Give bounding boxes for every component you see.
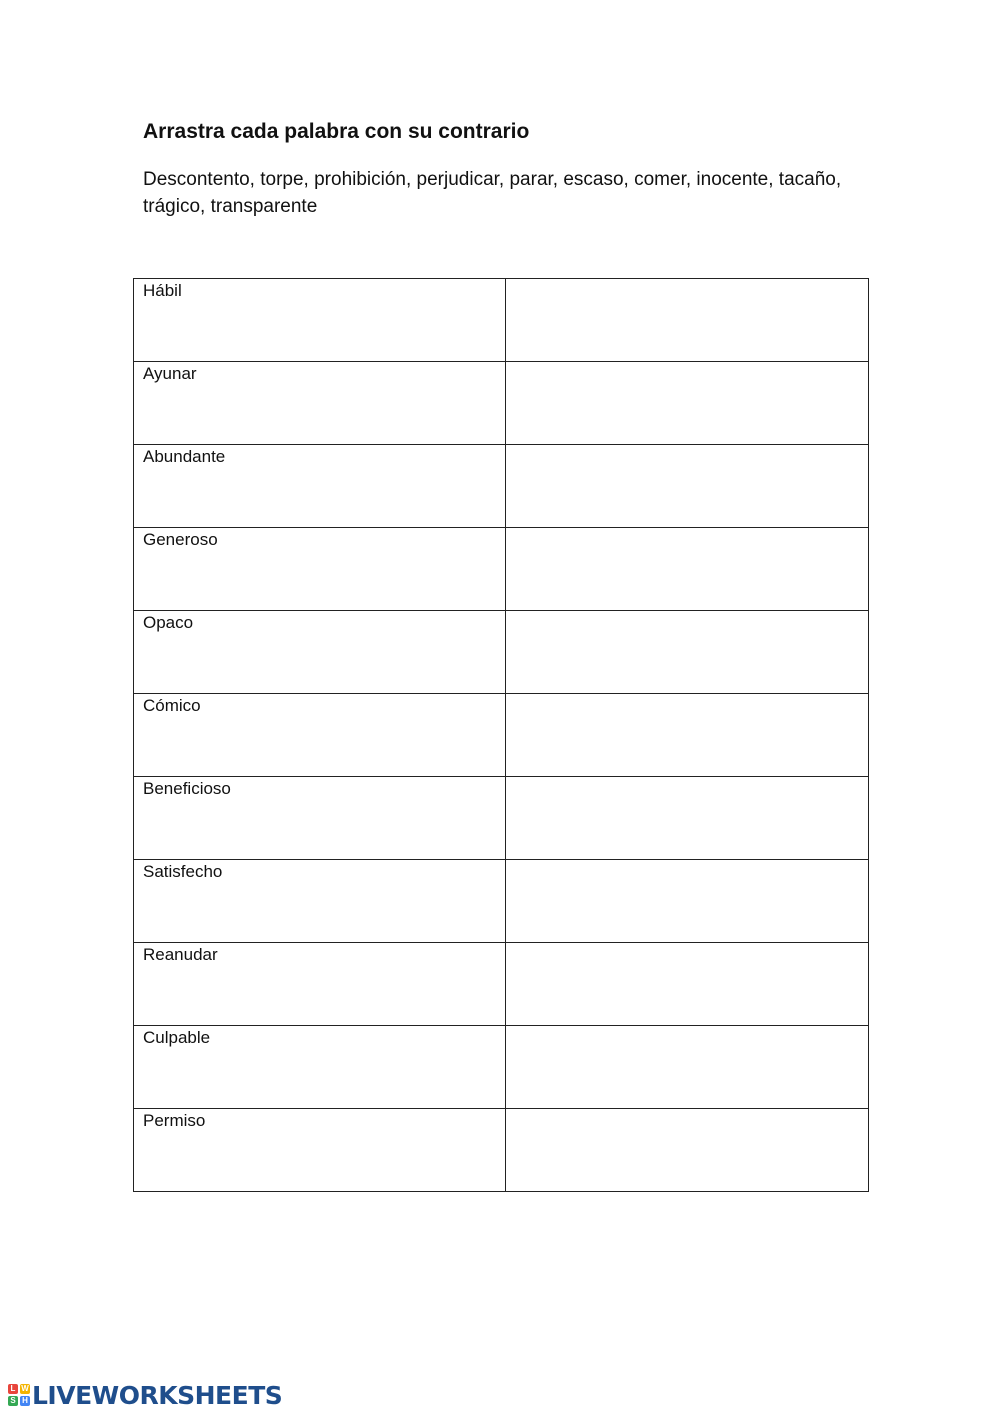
word-label: Permiso (143, 1111, 206, 1130)
answer-drop-cell[interactable] (506, 362, 869, 445)
word-label: Beneficioso (143, 779, 231, 798)
table-row (134, 279, 869, 362)
answer-drop-cell[interactable] (506, 777, 869, 860)
table-row (134, 362, 869, 445)
table-row (134, 1026, 869, 1109)
answer-drop-cell[interactable] (506, 1109, 869, 1192)
word-bank: Descontento, torpe, prohibición, perjudicar, parar, escaso, comer, inocente, tacaño, trágico, transparente (143, 169, 842, 217)
table-row (134, 694, 869, 777)
word-label: Abundante (143, 447, 226, 466)
word-label: Reanudar (143, 945, 218, 964)
answer-drop-cell[interactable] (506, 528, 869, 611)
answer-drop-cell[interactable] (506, 860, 869, 943)
answer-drop-cell[interactable] (506, 279, 869, 362)
word-cell (134, 611, 506, 694)
answer-drop-cell[interactable] (506, 694, 869, 777)
table-row (134, 445, 869, 528)
word-label: Generoso (143, 530, 218, 549)
word-label: Satisfecho (143, 862, 223, 881)
word-cell (134, 777, 506, 860)
table-row (134, 860, 869, 943)
matching-table (133, 278, 869, 1192)
word-cell (134, 694, 506, 777)
table-row (134, 1109, 869, 1192)
word-cell (134, 362, 506, 445)
answer-drop-cell[interactable] (506, 445, 869, 528)
word-cell (134, 1026, 506, 1109)
table-row (134, 611, 869, 694)
matching-table-body (134, 279, 869, 1192)
answer-drop-cell[interactable] (506, 611, 869, 694)
word-label: Culpable (143, 1028, 211, 1047)
logo-mark-tile: L (8, 1384, 18, 1394)
answer-drop-cell[interactable] (506, 1026, 869, 1109)
table-row (134, 943, 869, 1026)
word-cell (134, 860, 506, 943)
word-label: Ayunar (143, 364, 197, 383)
logo-mark-tile: H (20, 1396, 30, 1406)
word-cell (134, 445, 506, 528)
liveworksheets-logo (8, 1380, 282, 1410)
word-label: Opaco (143, 613, 194, 632)
table-row (134, 528, 869, 611)
logo-mark-tile: W (21, 1384, 29, 1393)
worksheet-title: Arrastra cada palabra con su contrario (143, 120, 530, 143)
word-cell (134, 943, 506, 1026)
word-cell (134, 528, 506, 611)
table-row (134, 777, 869, 860)
logo-mark-tile: S (8, 1396, 18, 1406)
answer-drop-cell[interactable] (506, 943, 869, 1026)
word-cell (134, 1109, 506, 1192)
word-label: Hábil (143, 281, 182, 300)
logo-mark-icon (8, 1384, 30, 1406)
logo-text: LIVEWORKSHEETS (32, 1380, 283, 1410)
word-cell (134, 279, 506, 362)
word-label: Cómico (143, 696, 201, 715)
